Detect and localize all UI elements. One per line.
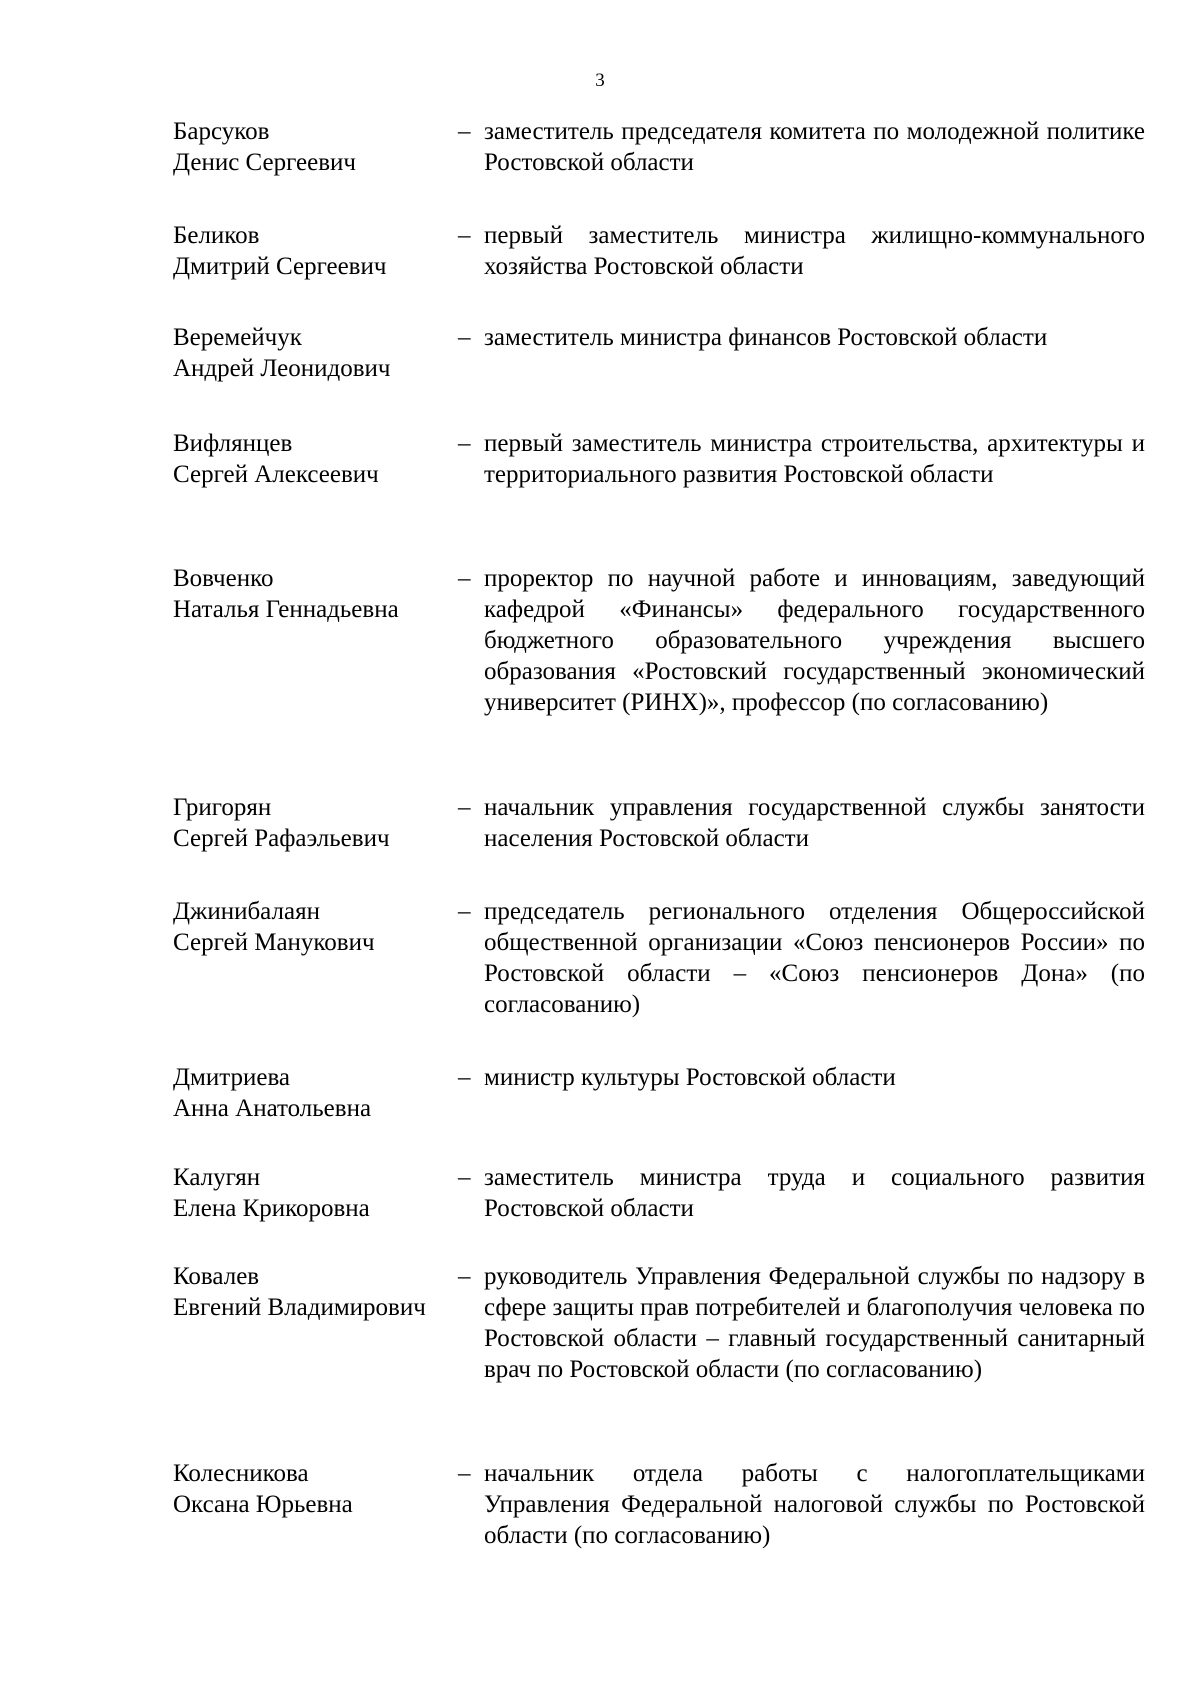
dash-separator: – — [458, 1064, 471, 1091]
person-position: первый заместитель министра строительства, архитектуры и территориального развития Ростовской области — [484, 430, 1145, 488]
person-surname: Вифлянцев — [173, 430, 293, 457]
person-position: первый заместитель министра жилищно-коммунального хозяйства Ростовской области — [484, 222, 1145, 280]
person-name — [173, 1062, 458, 1124]
dash-separator: – — [458, 324, 471, 351]
person-given-name: Денис Сергеевич — [173, 149, 357, 176]
person-position: министр культуры Ростовской области — [484, 1064, 896, 1091]
person-position: председатель регионального отделения Общероссийской общественной организации «Союз пенсионеров России» по Ростовской области – «Союз пенсионеров Дона» (по согласованию) — [484, 898, 1145, 1018]
person-name — [173, 1261, 458, 1323]
dash-separator: – — [458, 898, 471, 925]
person-surname: Беликов — [173, 222, 260, 249]
dash-separator: – — [458, 1164, 471, 1191]
person-surname: Колесникова — [173, 1460, 309, 1487]
person-given-name: Сергей Рафаэльевич — [173, 825, 390, 852]
person-given-name: Елена Крикоровна — [173, 1195, 370, 1222]
person-position: начальник управления государственной службы занятости населения Ростовской области — [484, 794, 1145, 852]
person-surname: Дмитриева — [173, 1064, 291, 1091]
dash-separator: – — [458, 794, 471, 821]
dash-separator: – — [458, 430, 471, 457]
person-given-name: Сергей Манукович — [173, 929, 375, 956]
person-position: начальник отдела работы с налогоплательщиками Управления Федеральной налоговой службы по Ростовской области (по согласованию) — [484, 1460, 1145, 1549]
person-name — [173, 1162, 458, 1224]
person-given-name: Андрей Леонидович — [173, 355, 391, 382]
person-surname: Калугян — [173, 1164, 261, 1191]
person-name — [173, 896, 458, 958]
person-name — [173, 116, 458, 178]
person-name — [173, 563, 458, 625]
person-given-name: Оксана Юрьевна — [173, 1491, 353, 1518]
person-name — [173, 220, 458, 282]
person-position: руководитель Управления Федеральной службы по надзору в сфере защиты прав потребителей и благополучия человека по Ростовской области – главный государственный санитарный врач по Ростовской области (по согласованию) — [484, 1263, 1145, 1383]
dash-separator: – — [458, 1460, 471, 1487]
person-surname: Вовченко — [173, 565, 274, 592]
person-given-name: Анна Анатольевна — [173, 1095, 372, 1122]
person-position: проректор по научной работе и инновациям, заведующий кафедрой «Финансы» федерального государственного бюджетного образовательного учреждения высшего образования «Ростовский государственный экономический университет (РИНХ)», профессор (по согласованию) — [484, 565, 1145, 716]
person-surname: Джинибалаян — [173, 898, 320, 925]
dash-separator: – — [458, 222, 471, 249]
person-surname: Ковалев — [173, 1263, 260, 1290]
page-number: 3 — [595, 70, 605, 91]
dash-separator: – — [458, 1263, 471, 1290]
person-given-name: Сергей Алексеевич — [173, 461, 379, 488]
person-surname: Григорян — [173, 794, 272, 821]
person-name — [173, 792, 458, 854]
person-position: заместитель министра труда и социального развития Ростовской области — [484, 1164, 1145, 1222]
person-position: заместитель председателя комитета по молодежной политике Ростовской области — [484, 118, 1145, 176]
person-name — [173, 1458, 458, 1520]
person-position: заместитель министра финансов Ростовской области — [484, 324, 1048, 351]
person-surname: Барсуков — [173, 118, 270, 145]
person-given-name: Дмитрий Сергеевич — [173, 253, 387, 280]
person-given-name: Евгений Владимирович — [173, 1294, 426, 1321]
person-name — [173, 428, 458, 490]
person-given-name: Наталья Геннадьевна — [173, 596, 399, 623]
dash-separator: – — [458, 118, 471, 145]
person-surname: Веремейчук — [173, 324, 302, 351]
person-name — [173, 322, 458, 384]
dash-separator: – — [458, 565, 471, 592]
